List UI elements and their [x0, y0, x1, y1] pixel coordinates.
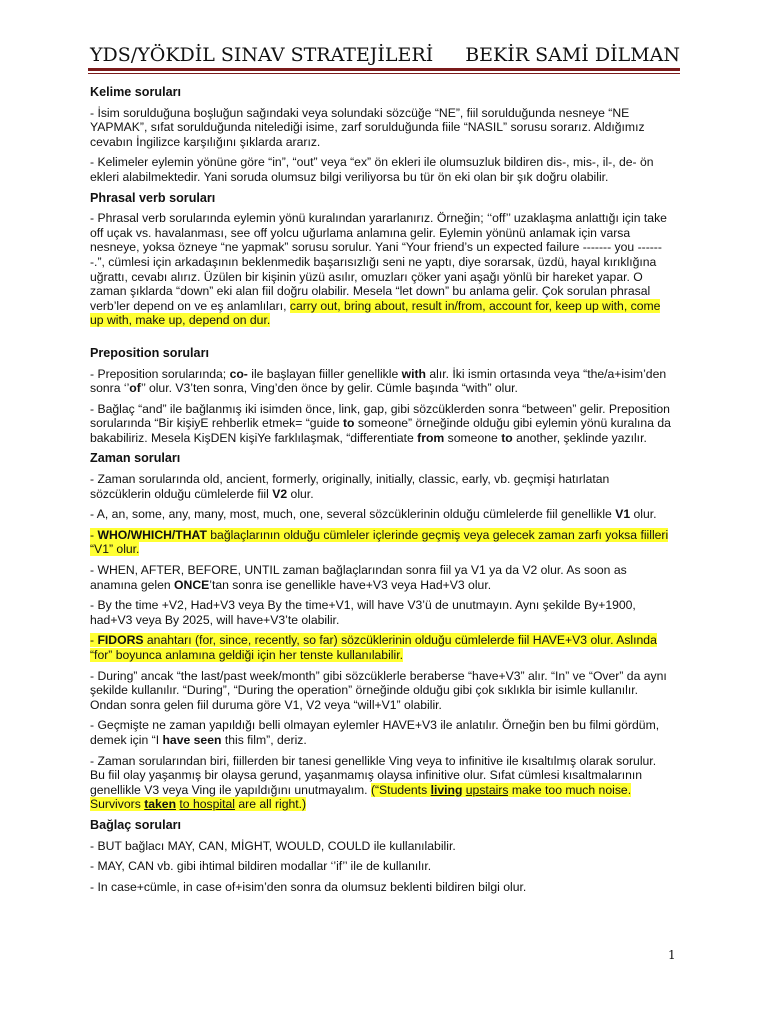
text-run: someone [444, 430, 502, 445]
text-run: - Zaman sorularından biri, fiillerden bir tanesi genellikle Ving veya to infinitive ile kısaltılmış olarak sorulur. Bu fiil olay yaşanmış bir olaysa gerund, yaşanmamış olaysa infinitive olur. Sıfat cümlesi kısaltmalarının genellikle V3 veya Ving ile yapıldığını unutmayalım. [90, 753, 657, 797]
text-run: - BUT bağlacı MAY, CAN, MİGHT, WOULD, COULD ile kullanılabilir. [90, 838, 456, 853]
section-heading: Kelime soruları [90, 85, 181, 99]
section-heading: Zaman soruları [90, 451, 181, 466]
text-run: co- [229, 366, 248, 381]
header-rule-thin [88, 73, 680, 74]
text-run: to [501, 430, 513, 445]
highlighted-text: make too much noise. Survivors [90, 782, 632, 812]
highlighted-text: bağlaçlarının olduğu cümleler içlerinde geçmiş veya gelecek zaman zarfı yoksa fiilleri “V1” olur. [90, 527, 669, 557]
highlighted-text: - [90, 633, 98, 648]
highlighted-text: WHO/WHICH/THAT [97, 527, 207, 542]
highlighted-text: (“Students [370, 782, 431, 797]
paragraph [90, 211, 672, 328]
paragraph [90, 598, 672, 627]
text-run: olur. [287, 486, 314, 501]
text-run: this film”, deriz. [221, 732, 307, 747]
text-run: - Phrasal verb sorularında eylemin yönü kuralından yararlanırız. Örneğin; ‘‘off’’ uzaklaşma anlattığı için take off uçak vs. havalanması, see off yolcu uğurlama anlamına gelir. Eylemin yönünü anlamak için varsa nesneye, yoksa özneye “ne yapmak” sorusu sorulur. Yani “Your friend’s un expected failure ------- you -------.”, cümlesi için arkadaşının beklenmedik başarısızlığı seni ne yaptı, diye sorarsak, üzdü, hayal kırıklığına uğrattı, cevabı alırız. Üzülen bir kişinin yüzü asılır, omuzları çöker yani aşağı yönlü bir hareket yapar. O zaman şıklarda “down” eki alan fiil doğru olabilir. Mesela “let down” bu anlama gelir. Çok sorulan phrasal verb’ler depend on ve eş anlamlıları, [90, 211, 667, 313]
text-run: - MAY, CAN vb. gibi ihtimal bildiren modallar ‘’if’’ ile de kullanılır. [90, 859, 432, 874]
text-run: - Geçmişte ne zaman yapıldığı belli olmayan eylemler HAVE+V3 ile anlatılır. Örneğin ben bu filmi gördüm, demek için “I [90, 718, 660, 747]
paragraph [90, 880, 672, 895]
text-run: - Preposition sorularında; [90, 366, 230, 381]
text-run: - A, an, some, any, many, most, much, one, several sözcüklerinin olduğu cümlelerde fiil genellikle [90, 507, 616, 522]
text-run: someone” örneğinde olduğu gibi eylemin yönü kuralına da bakabiliriz. Mesela KişDEN kişiYe farklılaşmak, “differentiate [90, 416, 671, 445]
text-run: - İsim sorulduğuna boşluğun sağındaki veya solundaki sözcüğe “NE”, fiil sorulduğunda nesneye “NE YAPMAK”, sıfat sorulduğunda nitelediği isime, zarf sorulduğunda fiile “NASIL” sorusu sorarız. Aldığımız cevabın İngilizce karşılığını şıklarda ararız. [90, 105, 645, 149]
text-run: alır. İki ismin ortasında veya “the/a+isim’den sonra ‘’ [90, 366, 667, 396]
text-run: ’tan sonra ise genellikle have+V3 veya Had+V3 olur. [209, 577, 492, 592]
text-run: of [129, 381, 141, 396]
paragraph [90, 718, 672, 747]
text-run: ’’ olur. V3’ten sonra, Ving’den önce by gelir. Cümle başında “with” olur. [140, 381, 518, 396]
highlighted-text: - [90, 527, 98, 542]
paragraph [90, 563, 672, 592]
paragraph [90, 507, 672, 522]
paragraph [90, 367, 672, 396]
section-heading: Bağlaç soruları [90, 817, 181, 832]
page-number: 1 [668, 948, 676, 962]
section-spacer [90, 334, 672, 346]
paragraph [90, 472, 672, 501]
text-run: have seen [162, 732, 222, 747]
highlighted-text: taken [144, 797, 177, 812]
text-run: with [401, 366, 426, 381]
header-author: BEKİR SAMİ DİLMAN [465, 44, 680, 66]
text-run: - By the time +V2, Had+V3 veya By the time+V1, will have V3’ü de unutmayın. Aynı şekilde By+1900, had+V3 veya By 2025, will have+V3’te olabilir. [90, 598, 636, 627]
highlighted-text: are all right.) [234, 797, 307, 812]
section-heading: Phrasal verb soruları [90, 190, 216, 205]
highlighted-text: anahtarı (for, since, recently, so far) sözcüklerinin olduğu cümlelerde fiil HAVE+V3 olur. Aslında “for” boyunca anlamına geldiği için her tenste kullanılabilir. [90, 633, 657, 662]
document-body [90, 85, 672, 900]
text-run: olur. [630, 507, 657, 522]
paragraph [90, 669, 672, 713]
text-run: from [417, 430, 445, 445]
section-heading: Preposition soruları [90, 345, 209, 360]
text-run: - Bağlaç “and” ile bağlanmış iki isimden önce, link, gap, gibi sözcüklerden sonra “between” gelir. Preposition sorularında “Bir kişiyE rehberlik etmek= “guide [90, 401, 670, 431]
highlighted-text: to hospital [179, 797, 235, 812]
text-run: - In case+cümle, in case of+isim’den sonra da olumsuz beklenti bildiren bilgi olur. [90, 879, 527, 894]
text-run: V2 [272, 486, 288, 501]
text-run: ile başlayan fiiller genellikle [247, 366, 402, 381]
paragraph [90, 754, 672, 812]
paragraph [90, 528, 672, 557]
paragraph [90, 859, 672, 874]
highlighted-text: carry out, bring about, result in/from, account for, keep up with, come up with, make up, depend on dur. [90, 298, 661, 328]
header-title: YDS/YÖKDİL SINAV STRATEJİLERİ [90, 44, 434, 66]
paragraph [90, 106, 672, 150]
paragraph [90, 155, 672, 184]
text-run: - Zaman sorularında old, ancient, formerly, originally, initially, classic, early, vb. geçmişi hatırlatan sözcüklerin olduğu cümlelerde fiil [90, 472, 610, 501]
text-run: - WHEN, AFTER, BEFORE, UNTIL zaman bağlaçlarından sonra fiil ya V1 ya da V2 olur. As soon as anamına gelen [90, 563, 627, 592]
highlighted-text: living [430, 782, 463, 797]
text-run: - Kelimeler eylemin yönüne göre “in”, “out” veya “ex” ön ekleri ile olumsuzluk bildiren dis-, mis-, il-, de- ön ekleri alabilmektedir. Yani soruda olumsuz bilgi veriliyorsa bu tür ön eki olan bir şık doğru olabilir. [90, 155, 654, 184]
paragraph [90, 402, 672, 446]
text-run: ONCE [174, 577, 210, 592]
paragraph [90, 839, 672, 854]
header-rule-thick [88, 68, 680, 71]
highlighted-text: FIDORS [97, 633, 144, 648]
highlighted-text: upstairs [465, 782, 509, 797]
text-run: V1 [615, 507, 631, 522]
text-run: - During” ancak “the last/past week/month” gibi sözcüklerle beraberse “have+V3” alır. “In” ve “Over” da aynı şekilde kullanılır. “During”, “During the operation” örneğinde olduğu gibi çok sıklıkla bir isimle kullanılır. Ondan sonra gelen fiil duruma göre V1, V2 veya “will+V1” olabilir. [90, 668, 667, 712]
text-run: another, şeklinde yazılır. [512, 430, 647, 445]
paragraph [90, 633, 672, 662]
text-run: to [343, 416, 355, 431]
